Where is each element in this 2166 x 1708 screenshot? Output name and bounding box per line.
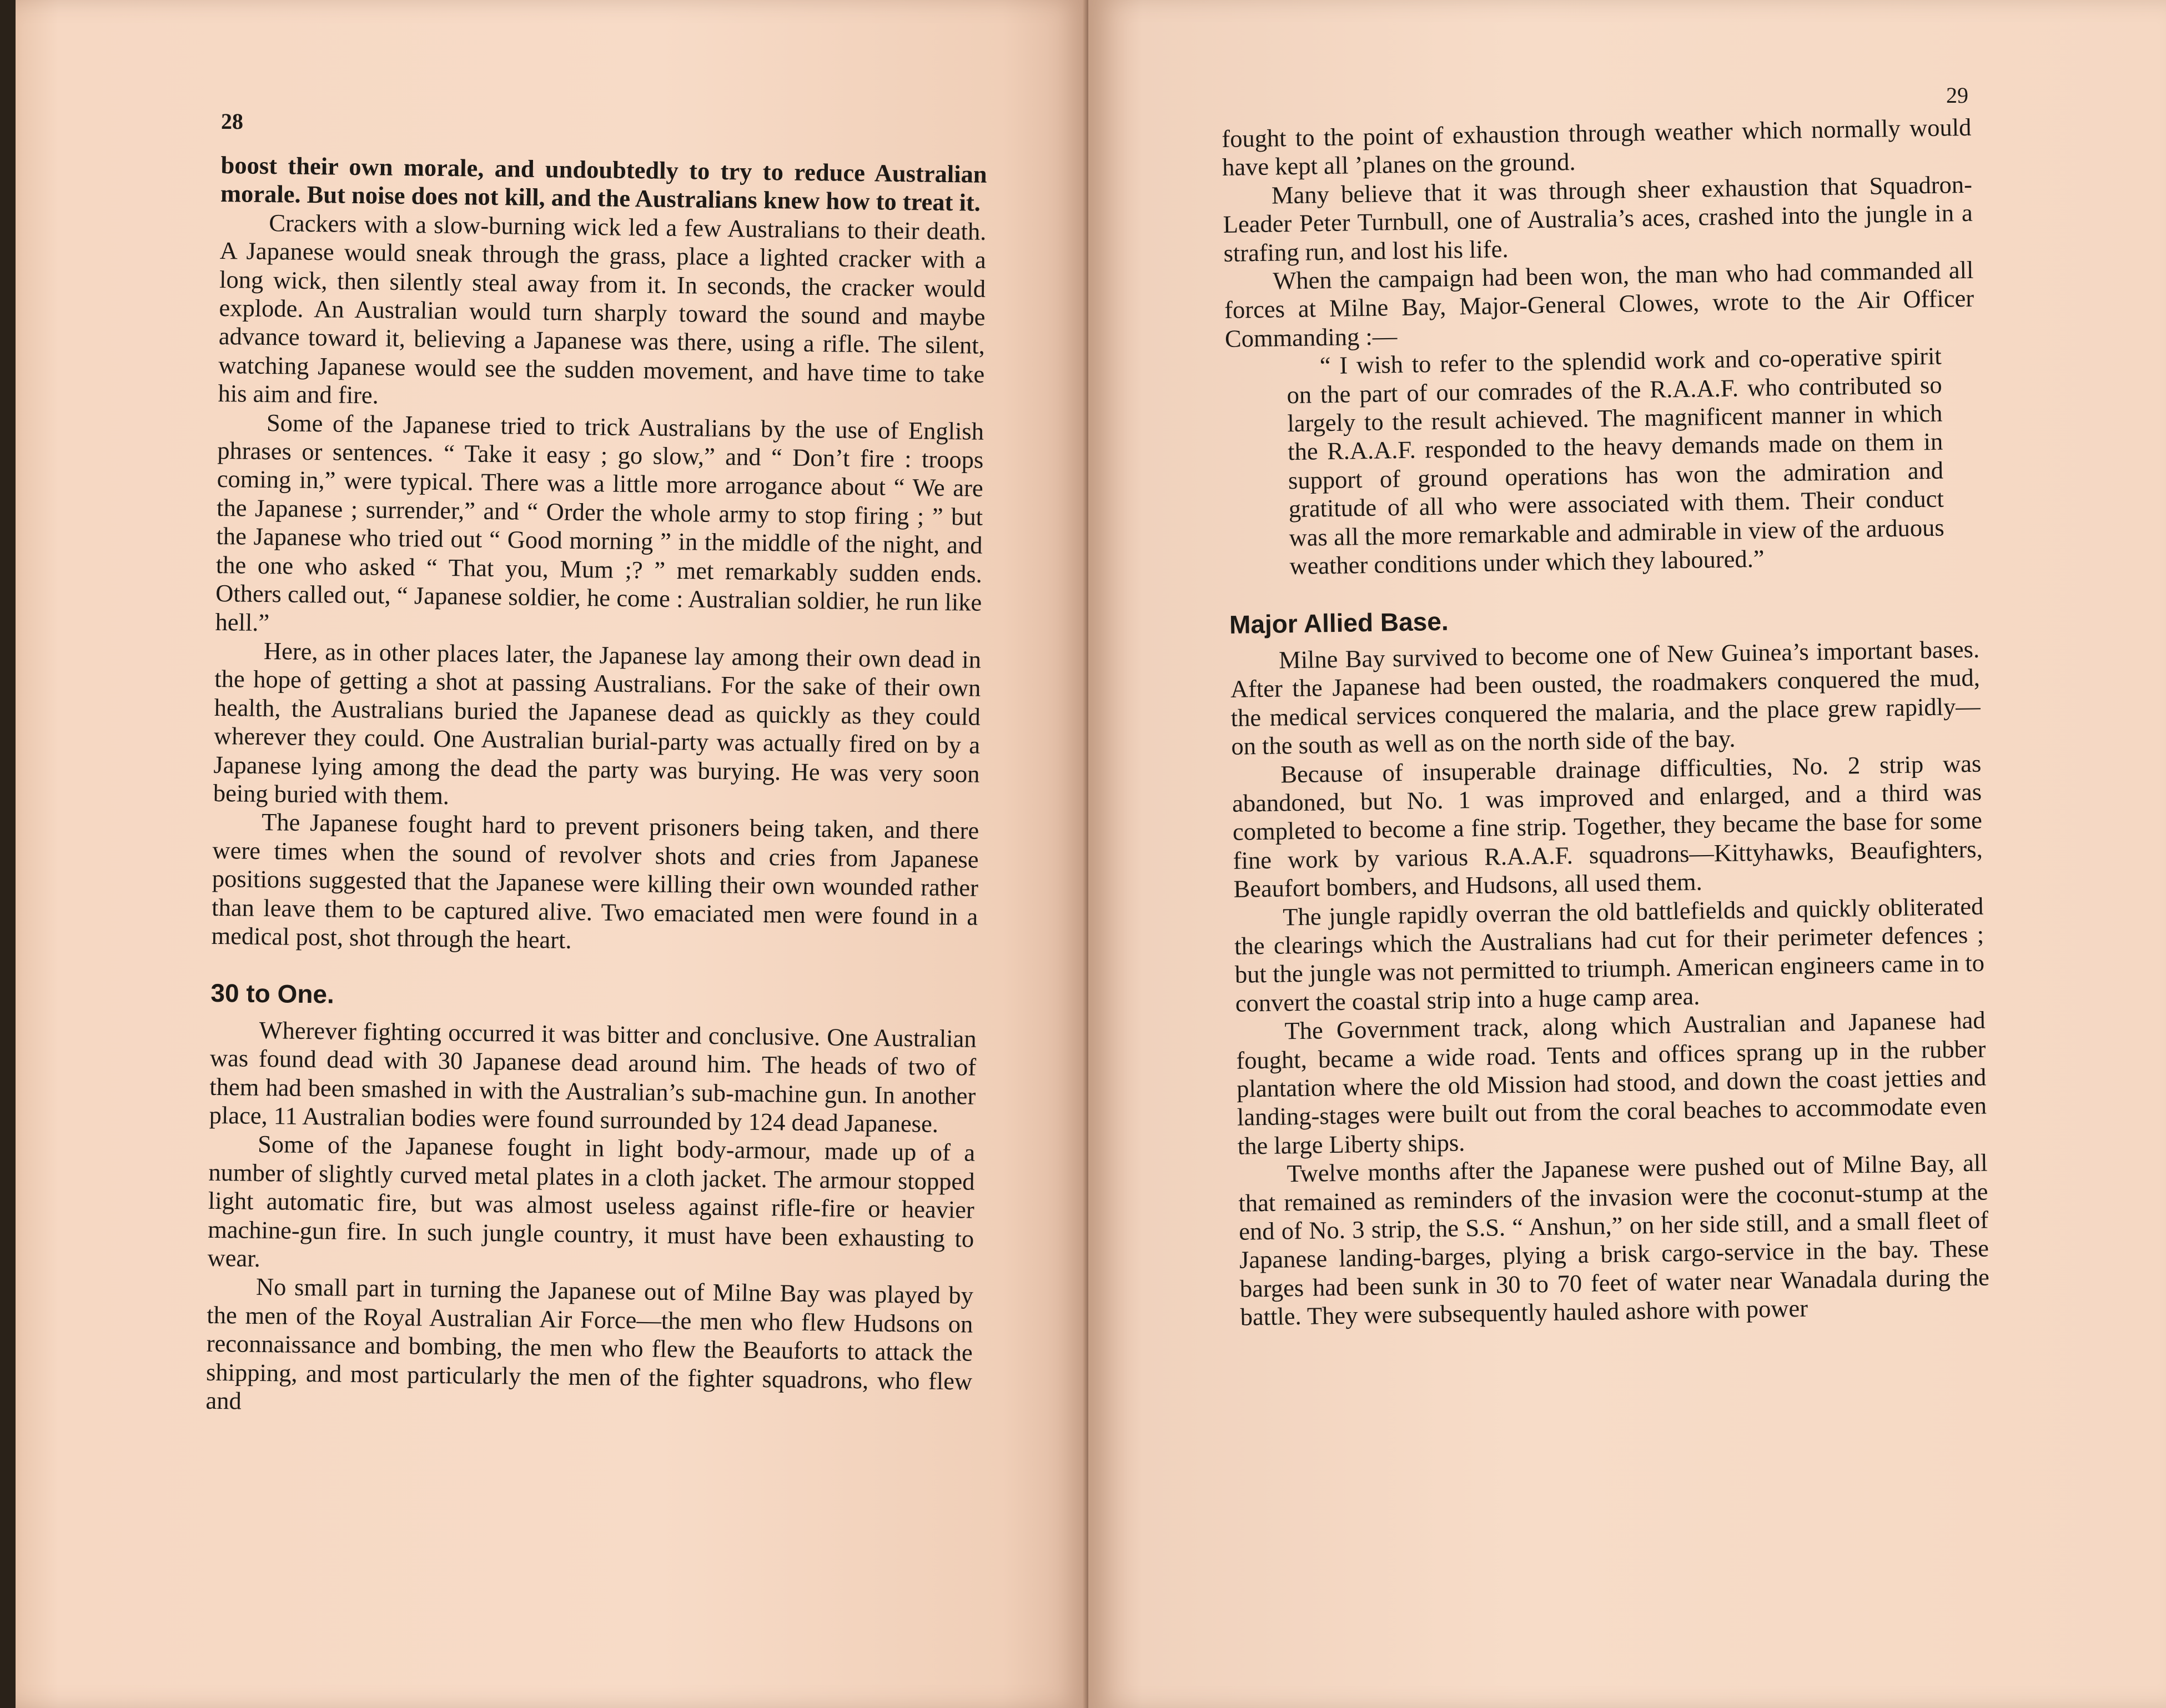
paragraph: Milne Bay survived to become one of New Guinea’s important bases. After the Japanese had been ousted, the roadmakers conquered the mud, the medical services conquered the malaria, and the place grew rapidly—on the south as well as on the north side of the bay. xyxy=(1230,635,1981,760)
paragraph: Here, as in other places later, the Japanese lay among their own dead in the hope of getting a shot at passing Australians. For the sake of their own health, the Australians buried the Japanese dead as quickly as they could wherever they could. One Australian burial-party was actually fired on by a Japanese lying among the dead the party was burying. He was very soon being buried with them. xyxy=(213,636,982,810)
paragraph: The Government track, along which Australian and Japanese had fought, became a wide road. Tents and offices sprang up in the rubber plantation where the old Mission had stood, and down the coast jetties and landing-stages were built out from the coral beaches to accommodate even the large Liberty ships. xyxy=(1236,1006,1987,1160)
section-heading: Major Allied Base. xyxy=(1229,606,1449,639)
left-page xyxy=(16,0,1088,1708)
paragraph: Crackers with a slow-burning wick led a few Australians to their death. A Japanese would sneak through the grass, place a lighted cracker with a long wick, then silently steal away from it. In seconds, the cracker would explode. An Australian would turn sharply toward the sound and maybe advance toward it, believing a Japanese was there, using a rifle. The silent, watching Japanese would see the sudden movement, and have time to take his aim and fire. xyxy=(218,208,987,409)
paragraph: boost their own morale, and undoubtedly to try to reduce Australian morale. But noise does not kill, and the Australians knew how to treat it. xyxy=(220,151,987,217)
paragraph: Some of the Japanese tried to trick Australians by the use of English phrases or sentences. “ Take it easy ; go slow,” and “ Don’t fire : troops coming in,” were typical. There was a little more arrogance about “ We are the Japanese ; surrender,” and “ Order the whole army to stop firing ; ” but the Japanese who tried out “ Good morning ” in the middle of the night, and the one who asked “ That you, Mum ;? ” met remarkably sudden ends. Others called out, “ Japanese soldier, he come : Australian soldier, he run like hell.” xyxy=(215,408,984,636)
right-page-text xyxy=(1222,113,1990,1332)
right-page xyxy=(1088,0,2166,1708)
page-number-right: 29 xyxy=(1946,83,1968,108)
paragraph: Some of the Japanese fought in light body-armour, made up of a number of slightly curved metal plates in a cloth jacket. The armour stopped light automatic fire, but was almost useless against rifle-fire or heavier machine-gun fire. In such jungle country, it must have been exhausting to wear. xyxy=(207,1130,976,1273)
paragraph: Many believe that it was through sheer exhaustion that Squadron-Leader Peter Turnbull, one of Australia’s aces, crashed into the jungle in a strafing run, and lost his life. xyxy=(1223,170,1973,267)
block-quote: “ I wish to refer to the splendid work and co-operative spirit on the part of our comrades of the R.A.A.F. who contributed so largely to the result achieved. The magnificent manner in which the R.A.A.F. responded to the heavy demands made on them in support of ground operations has won the admiration and gratitude of all who were associated with them. Their conduct was all the more remarkable and admirable in view of the arduous weather conditions under which they laboured.” xyxy=(1286,341,1944,580)
paragraph: Wherever fighting occurred it was bitter and conclusive. One Australian was found dead with 30 Japanese dead around him. The heads of two of them had been smashed in with the Australian’s sub-machine gun. In another place, 11 Australian bodies were found surrounded by 124 dead Japanese. xyxy=(209,1016,977,1138)
section-heading: 30 to One. xyxy=(210,978,335,1009)
paragraph: fought to the point of exhaustion through weather which normally would have kept all ’planes on the ground. xyxy=(1222,113,1972,182)
left-page-text xyxy=(205,151,987,1424)
page-number-left: 28 xyxy=(221,109,243,134)
paragraph: When the campaign had been won, the man who had commanded all forces at Milne Bay, Major-General Clowes, wrote to the Air Officer Commanding :— xyxy=(1224,255,1974,353)
paragraph: Because of insuperable drainage difficulties, No. 2 strip was abandoned, but No. 1 was improved and enlarged, and a third was completed to become a fine strip. Together, they became the base for some fine work by various R.A.A.F. squadrons—Kittyhawks, Beaufighters, Beaufort bombers, and Hudsons, all used them. xyxy=(1232,749,1983,903)
paragraph: The jungle rapidly overran the old battlefields and quickly obliterated the clearings which the Australians had cut for their perimeter defences ; but the jungle was not permitted to triumph. American engineers came in to convert the coastal strip into a huge camp area. xyxy=(1234,892,1985,1017)
paragraph: The Japanese fought hard to prevent prisoners being taken, and there were times when the sound of revolver shots and cries from Japanese positions suggested that the Japanese were killing their own wounded rather than leave them to be captured alive. Two emaciated men were found in a medical post, shot through the heart. xyxy=(211,808,979,954)
paragraph: No small part in turning the Japanese out of Milne Bay was played by the men of the Royal Australian Air Force—the men who flew Hudsons on reconnaissance and bombing, the men who flew the Beauforts to attack the shipping, and most particularly the men of the fighter squadrons, who flew and xyxy=(205,1273,974,1415)
paragraph: Twelve months after the Japanese were pushed out of Milne Bay, all that remained as reminders of the invasion were the coconut-stump at the end of No. 3 strip, the S.S. “ Anshun,” on her side still, and a small fleet of Japanese landing-barges, plying a brisk cargo-service in the bay. These barges had been sunk in 30 to 70 feet of water near Wanadala during the battle. They were subsequently hauled ashore with power xyxy=(1238,1148,1990,1331)
